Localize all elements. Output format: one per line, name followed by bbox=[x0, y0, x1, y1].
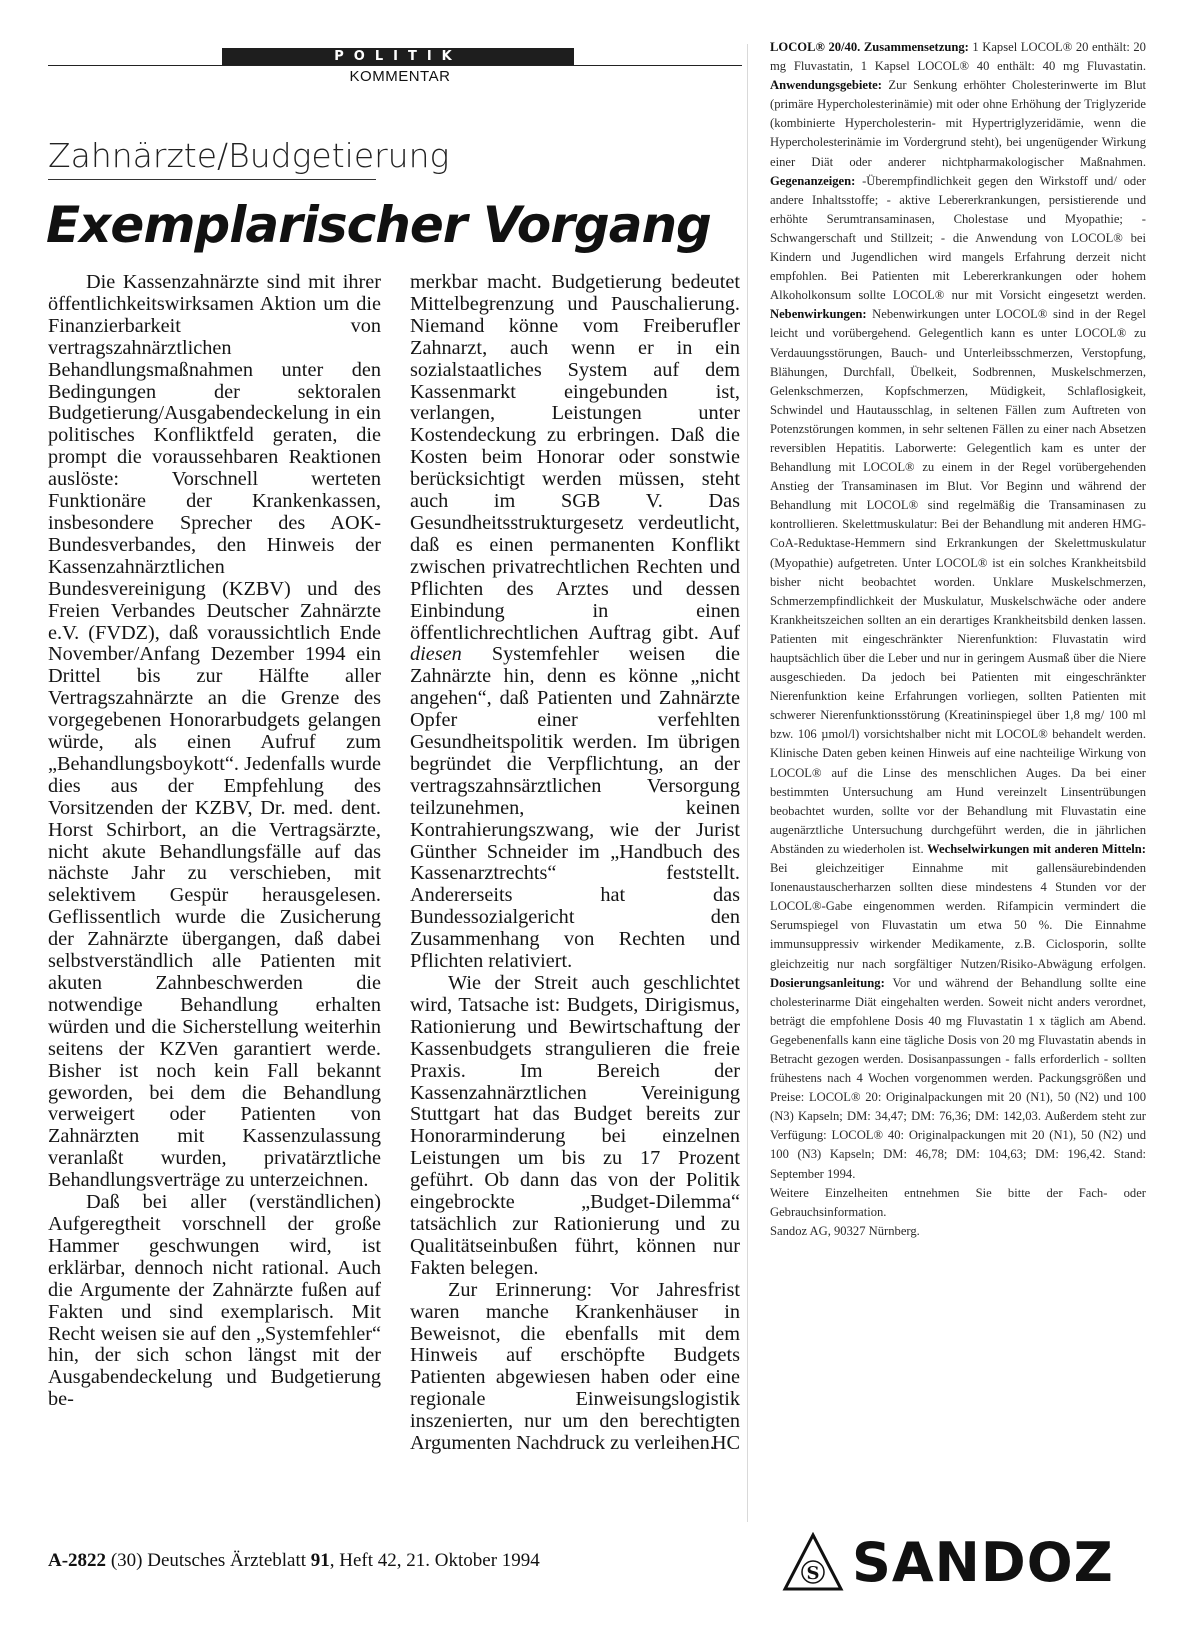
article-paragraph bbox=[410, 272, 740, 973]
article-paragraph: Die Kassenzahnärzte sind mit ihrer öffentlichkeitswirksamen Aktion um die Finanzierbarkeit von vertragszahnärztlichen Behandlungsmaßnahmen unter den Bedingungen der sektoralen Budgetierung/Ausgabendeckelung in ein politisches Konfliktfeld geraten, die prompt die voraussehbaren Reaktionen auslöste: Vorschnell werteten Funktionäre der Krankenkassen, insbesondere Sprecher des AOK-Bundesverbandes, den Hinweis der Kassenzahnärztlichen Bundesvereinigung (KZBV) und des Freien Verbandes Deutscher Zahnärzte e.V. (FVDZ), daß voraussichtlich Ende November/Anfang Dezember 1994 ein Drittel bis zur Hälfte aller Vertragszahnärzte an die Grenze des vorgegebenen Honorarbudgets gelangen würde, als einen Aufruf zum „Behandlungsboykott“. Jedenfalls wurde dies aus der Empfehlung des Vorsitzenden der KZBV, Dr. med. dent. Horst Schirbort, an die Vertragsärzte, nicht akute Behandlungsfälle auf das nächste Jahr zu verschieben, mit selektivem Gespür herausgelesen. Geflissentlich wurde die Zusicherung der Zahnärzte übergangen, daß dabei selbstverständlich alle Patienten mit akuten Zahnbeschwerden die notwendige Behandlung erhalten würden und die Sicherstellung weiterhin seitens der KZVen garantiert werde. Bisher ist noch kein Fall bekannt geworden, bei dem die Behandlung verweigert oder Patienten von Zahnärzten mit Kassenzulassung veranlaßt wurden, privatärztliche Behandlungsverträge zu unterzeichnen. bbox=[48, 271, 381, 1192]
article-paragraph: Wie der Streit auch geschlichtet wird, Tatsache ist: Budgets, Dirigismus, Rationierung und Bewirtschaftung der Kassenbudgets strangulieren die freie Praxis. Im Bereich der Kassenzahnärztlichen Vereinigung Stuttgart hat das Budget bereits zur Honorarminderung bei einzelnen Leistungen um bis zu 17 Prozent geführt. Ob dann das von der Politik eingebrockte „Budget-Dilemma“ tatsächlich zur Rationierung und zu Qualitätseinbußen führt, können nur Fakten belegen. bbox=[410, 972, 740, 1279]
article-paragraph: Zur Erinnerung: Vor Jahresfrist waren manche Krankenhäuser in Beweisnot, die ebenfalls mit dem Hinweis auf erschöpfte Budgets Patienten abgewiesen haben oder eine regionale Einweisungslogistik inszenierten, nur um den berechtigten Argumenten Nachdruck zu verleihen. bbox=[410, 1278, 740, 1455]
article-text: merkbar macht. Budgetierung bedeutet Mittelbegrenzung und Pauschalierung. Niemand könne vom Freiberufler Zahnarzt, auch wenn er in ein sozialstaatliches System auf dem Kassenmarkt eingebunden ist, verlangen, Leistungen unter Kostendeckung zu erbringen. Daß die Kosten beim Honorar oder sonstwie berücksichtigt werden müssen, steht auch im SGB V. Das Gesundheitsstrukturgesetz verdeutlicht, daß es einen permanenten Konflikt zwischen privatrechtlichen Rechten und Pflichten des Arztes und dessen Einbindung in einen öffentlichrechtlichen Auftrag gibt. Auf bbox=[410, 271, 740, 644]
column-divider bbox=[747, 44, 748, 1522]
kicker-underline bbox=[48, 179, 376, 180]
drug-info-body bbox=[770, 38, 1146, 1184]
article-column-2 bbox=[410, 272, 740, 1455]
article-emphasis: diesen bbox=[410, 643, 462, 666]
drug-information bbox=[770, 38, 1146, 1241]
drug-text: Vor und während der Behandlung sollte eine cholesterinarme Diät eingehalten werden. Soweit nicht anders verordnet, beträgt die empfohlene Dosis 40 mg Fluvastatin 1 x täglich am Abend. Gegebenenfalls kann eine tägliche Dosis von 20 mg Fluvastatin abends in Betracht gezogen werden. Dosisanpassungen - falls erforderlich - sollten frühestens nach 4 Wochen vorgenommen werden. Packungsgrößen und Preise: LOCOL® 20: Originalpackungen mit 20 (N1), 50 (N2) und 100 (N3) Kapseln; DM: 34,47; DM: 76,36; DM: 142,03. Außerdem steht zur Verfügung: LOCOL® 40: Originalpackungen mit 20 (N1), 50 (N2) und 100 (N3) Kapseln; DM: 46,78; DM: 104,63; DM: 196,42. Stand: September 1994. bbox=[770, 975, 1146, 1181]
drug-heading: Nebenwirkungen: bbox=[770, 307, 867, 322]
issue-date: , Heft 42, 21. Oktober 1994 bbox=[329, 1550, 540, 1571]
drug-more-info: Weitere Einzelheiten entnehmen Sie bitte der Fach- oder Gebrauchsinformation. bbox=[770, 1185, 1146, 1219]
drug-heading: Anwendungsgebiete: bbox=[770, 78, 882, 93]
header-rule bbox=[48, 65, 742, 66]
drug-heading: Gegenanzeigen: bbox=[770, 173, 856, 188]
sandoz-triangle-icon bbox=[782, 1532, 844, 1594]
volume-number: 91 bbox=[310, 1550, 330, 1571]
article-paragraph: Daß bei aller (verständlichen) Aufgeregtheit vorschnell der große Hammer geschwungen wird, ist erklärbar, dennoch nicht rational. Auch die Argumente der Zahnärzte fußen auf Fakten und sind exemplarisch. Mit Recht weisen sie auf den „Systemfehler“ hin, der sich schon längst mit der Ausgabendeckelung und Budgetierung be- bbox=[48, 1191, 381, 1411]
article-headline: Exemplarischer Vorgang bbox=[46, 196, 711, 254]
subsection-label: KOMMENTAR bbox=[349, 68, 451, 85]
drug-company: Sandoz AG, 90327 Nürnberg. bbox=[770, 1223, 920, 1238]
drug-text: 1 Kapsel LOCOL® 20 enthält: 20 mg Fluvastatin, 1 Kapsel LOCOL® 40 enthält: 40 mg Fluvastatin. bbox=[770, 40, 1146, 74]
logo-wordmark: SANDOZ bbox=[852, 1531, 1114, 1594]
drug-heading: Dosierungsanleitung: bbox=[770, 975, 885, 990]
publication-text: (30) Deutsches Ärzteblatt bbox=[106, 1550, 311, 1571]
article-kicker: Zahnärzte/Budgetierung bbox=[48, 136, 450, 175]
article-column-1 bbox=[48, 272, 381, 1411]
section-label: POLITIK bbox=[222, 48, 574, 66]
page-footer bbox=[48, 1550, 708, 1572]
article-text: Systemfehler weisen die Zahnärzte hin, denn es könne „nicht angehen“, daß Patienten und Zahnärzte Opfer einer verfehlten Gesundheitspolitik werden. Im übrigen begründet die Verpflichtung, an der vertragszahnsärztlichen Versorgung teilzunehmen, keinen Kontrahierungszwang, wie der Jurist Günther Schneider im „Handbuch des Kassenarztrechts“ feststellt. Andererseits hat das Bundessozialgericht den Zusammenhang von Rechten und Pflichten relativiert. bbox=[410, 643, 740, 973]
logo-mark-letter: S bbox=[806, 1563, 820, 1584]
sandoz-logo bbox=[782, 1532, 1142, 1594]
drug-text: Zur Senkung erhöhter Cholesterinwerte im Blut (primäre Hypercholesterinämie) mit oder ohne Erhöhung der Triglyzeride (kombinierte Hypercholesterin- mit Hypertriglyzeridämie, wenn die Hypercholesterinämie im Vordergrund steht), bei ungenügender Wirkung einer Diät oder anderer nichtpharmakologischer Maßnahmen. bbox=[770, 78, 1146, 169]
drug-heading: LOCOL® 20/40. Zusammensetzung: bbox=[770, 40, 969, 54]
drug-text: Nebenwirkungen unter LOCOL® sind in der Regel leicht und vorübergehend. Gelegentlich kann es unter LOCOL® zu Verdauungsstörungen, Bauch- und Unterleibsschmerzen, Verstopfung, Blähungen, Durchfall, Übelkeit, Sodbrennen, Muskelschmerzen, Gelenkschmerzen, Kopfschmerzen, Müdigkeit, Schlaflosigkeit, Schwindel und Hautausschlag, in seltenen Fällen zum Auftreten von Potenzstörungen kommen, in sehr seltenen Fällen zu einer nach Absetzen reversiblen Hepatitis. Laborwerte: Gelegentlich kam es unter der Behandlung mit LOCOL® zu einem in der Regel vorübergehenden Anstieg der Transaminasen im Blut. Vor Beginn und während der Behandlung mit LOCOL® sind regelmäßig die Transaminasen zu kontrollieren. Skelettmuskulatur: Bei der Behandlung mit anderen HMG-CoA-Reduktase-Hemmern sind Erkrankungen der Skelettmuskulatur (Myopathie) aufgetreten. Unter LOCOL® ist ein solches Krankheitsbild bisher nicht beobachtet worden. Unklare Muskelschmerzen, Schmerzempfindlichkeit der Muskulatur, Muskelschwäche oder andere Krankheitszeichen sollten an ein derartiges Krankheitsbild denken lassen. Patienten mit eingeschränkter Nierenfunktion: Fluvastatin wird hauptsächlich über die Leber und nur in geringem Ausmaß über die Niere ausgeschieden. Da jedoch bei Patienten mit eingeschränkter Nierenfunktion keine Erfahrungen vorliegen, sollten Patienten mit schwerer Nierenfunktionsstörung (Kreatininspiegel über 1,8 mg/ 100 ml bzw. 106 µmol/l) vorsichtshalber nicht mit LOCOL® behandelt werden. Klinische Daten geben keinen Hinweis auf eine nachteilige Wirkung von LOCOL® auf die Linse des menschlichen Auges. Da bei einer bestimmten Untersuchung am Hund vereinzelt Linsentrübungen beobachtet wurden, sollte vor der Behandlung mit Fluvastatin eine augenärztliche Untersuchung durchgeführt werden, die in jährlichen Abständen zu wiederholen ist. bbox=[770, 307, 1146, 856]
page-number: A-2822 bbox=[48, 1550, 107, 1571]
drug-heading: Wechselwirkungen mit anderen Mitteln: bbox=[927, 841, 1146, 856]
drug-text: Bei gleichzeitiger Einnahme mit gallensäurebindenden Ionenaustauscherharzen sollten diese mindestens 4 Stunden vor der LOCOL®-Gabe eingenommen werden. Rifampicin vermindert die Serumspiegel von Fluvastatin um etwa 50 %. Die Einnahme immunsuppressiv wirkender Medikamente, z.B. Ciclosporin, sollte gleichzeitig nur nach sorgfältiger Nutzen/Risiko-Abwägung erfolgen. bbox=[770, 861, 1146, 971]
drug-text: -Überempfindlichkeit gegen den Wirkstoff und/ oder andere Inhaltsstoffe; - aktive Lebererkrankungen, persistierende und erhöhte Serumtransaminasen, Cholestase und Myopathie; -Schwangerschaft und Stillzeit; - die Anwendung von LOCOL® bei Kindern und Jugendlichen wird mangels Erfahrung derzeit nicht empfohlen. Bei Patienten mit Lebererkrankungen oder hohem Alkoholkonsum sollte LOCOL® nur mit Vorsicht eingesetzt werden. bbox=[770, 173, 1146, 303]
author-signature: HC bbox=[711, 1432, 740, 1455]
